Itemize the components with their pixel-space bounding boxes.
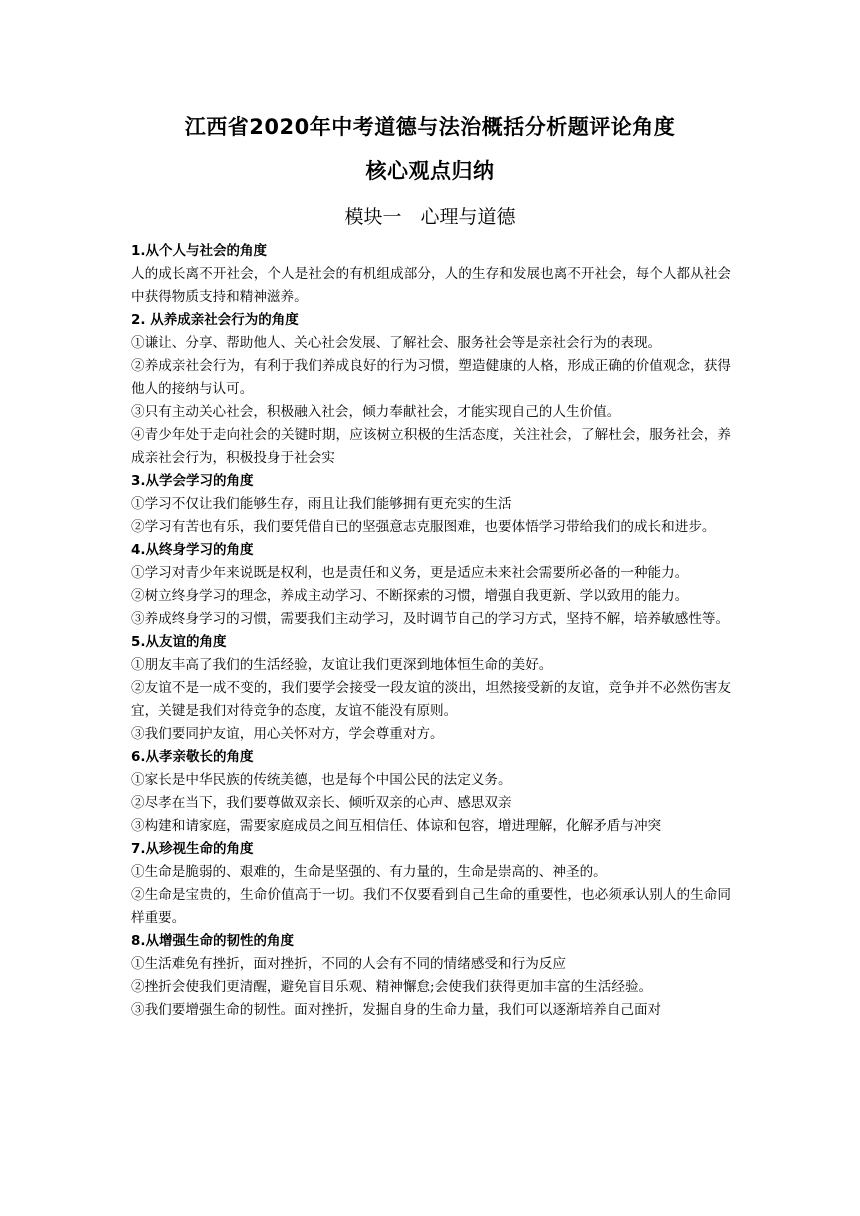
section-paragraph: ③我们要增强生命的韧性。面对挫折，发掘自身的生命力量，我们可以逐渐培养自己面对 bbox=[131, 1002, 662, 1018]
section bbox=[131, 930, 731, 1022]
section bbox=[131, 539, 731, 631]
document-title: 江西省2020年中考道德与法治概括分析题评论角度 bbox=[184, 115, 676, 139]
section-paragraph: ③构建和请家庭，需要家庭成员之间互相信任、体谅和包容，增进理解，化解矛盾与冲突 bbox=[131, 818, 662, 834]
section-heading: 4.从终身学习的角度 bbox=[131, 542, 254, 558]
section-paragraph: ①生活难免有挫折，面对挫折，不同的人会有不同的情绪感受和行为反应 bbox=[131, 956, 566, 972]
section-heading: 3.从学会学习的角度 bbox=[131, 473, 254, 489]
section-heading: 1.从个人与社会的角度 bbox=[131, 243, 268, 259]
section-paragraph: ②树立终身学习的理念，养成主动学习、不断探索的习惯，增强自我更新、学以致用的能力。 bbox=[131, 588, 689, 604]
section bbox=[131, 838, 731, 930]
section-heading: 6.从孝亲敬长的角度 bbox=[131, 749, 254, 765]
section-paragraph: ①朋友丰高了我们的生活经验，友谊让我们更深到地体恒生命的美好。 bbox=[131, 657, 553, 673]
section-paragraph: ①学习对青少年来说既是权利，也是责任和义务，更是适应未来社会需要所必备的一种能力。 bbox=[131, 565, 689, 581]
section-paragraph: ②尽孝在当下，我们要尊做双亲长、倾听双亲的心声、感思双亲 bbox=[131, 795, 512, 811]
section-paragraph: 人的成长离不开社会，个人是社会的有机组成部分，人的生存和发展也离不开社会，每个人都从社会中获得物质支持和精神滋养。 bbox=[131, 266, 731, 305]
section-paragraph: ①谦让、分享、帮助他人、关心社会发展、了解社会、服务社会等是亲社会行为的表现。 bbox=[131, 335, 662, 351]
document-subtitle: 核心观点归纳 bbox=[365, 159, 495, 183]
section-paragraph: ①家长是中华民族的传统美德，也是每个中国公民的法定义务。 bbox=[131, 772, 512, 788]
section-heading: 8.从增强生命的韧性的角度 bbox=[131, 933, 295, 949]
section-paragraph: ①学习不仅让我们能够生存，雨且让我们能够拥有更充实的生活 bbox=[131, 496, 512, 512]
section-paragraph: ①生命是脆弱的、艰难的，生命是坚强的、有力量的，生命是崇高的、神圣的。 bbox=[131, 864, 607, 880]
section-paragraph: ②养成亲社会行为，有利于我们养成良好的行为习惯，塑造健康的人格，形成正确的价值观念，获得他人的接纳与认可。 bbox=[131, 358, 731, 397]
section bbox=[131, 631, 731, 746]
section-paragraph: ④青少年处于走向社会的关键时期，应该树立积极的生活态度，关注社会，了解杜会，服务社会，养成亲社会行为，积极投身于社会实 bbox=[131, 427, 731, 466]
section bbox=[131, 240, 731, 309]
section-heading: 2. 从养成亲社会行为的角度 bbox=[131, 312, 299, 328]
section-paragraph: ②学习有苦也有乐，我们要凭借自已的坚强意志克服图难，也要体悟学习带给我们的成长和进步。 bbox=[131, 519, 716, 535]
document-body bbox=[131, 240, 731, 1022]
module-heading: 模块一 心理与道德 bbox=[344, 206, 516, 228]
section bbox=[131, 470, 731, 539]
section bbox=[131, 746, 731, 838]
section-paragraph: ②友谊不是一成不变的，我们要学会接受一段友谊的淡出，坦然接受新的友谊，竞争并不必然伤害友宜，关键是我们对待竞争的态度，友谊不能没有原则。 bbox=[131, 680, 731, 719]
section-paragraph: ③养成终身学习的习惯，需要我们主动学习，及时调节自己的学习方式，坚持不解，培养敏感性等。 bbox=[131, 611, 730, 627]
section-paragraph: ③我们要同护友谊，用心关怀对方，学会尊重对方。 bbox=[131, 726, 444, 742]
section-heading: 5.从友谊的角度 bbox=[131, 634, 227, 650]
section-heading: 7.从珍视生命的角度 bbox=[131, 841, 254, 857]
section-paragraph: ③只有主动关心社会，积极融入社会，倾力奉献社会，才能实现自己的人生价值。 bbox=[131, 404, 621, 420]
section-paragraph: ②生命是宝贵的，生命价值高于一切。我们不仅要看到自己生命的重要性，也必须承认别人的生命同样重要。 bbox=[131, 887, 731, 926]
section bbox=[131, 309, 731, 470]
section-paragraph: ②挫折会使我们更清醒，避免盲目乐观、精神懈怠;会使我们获得更加丰富的生活经验。 bbox=[131, 979, 653, 995]
